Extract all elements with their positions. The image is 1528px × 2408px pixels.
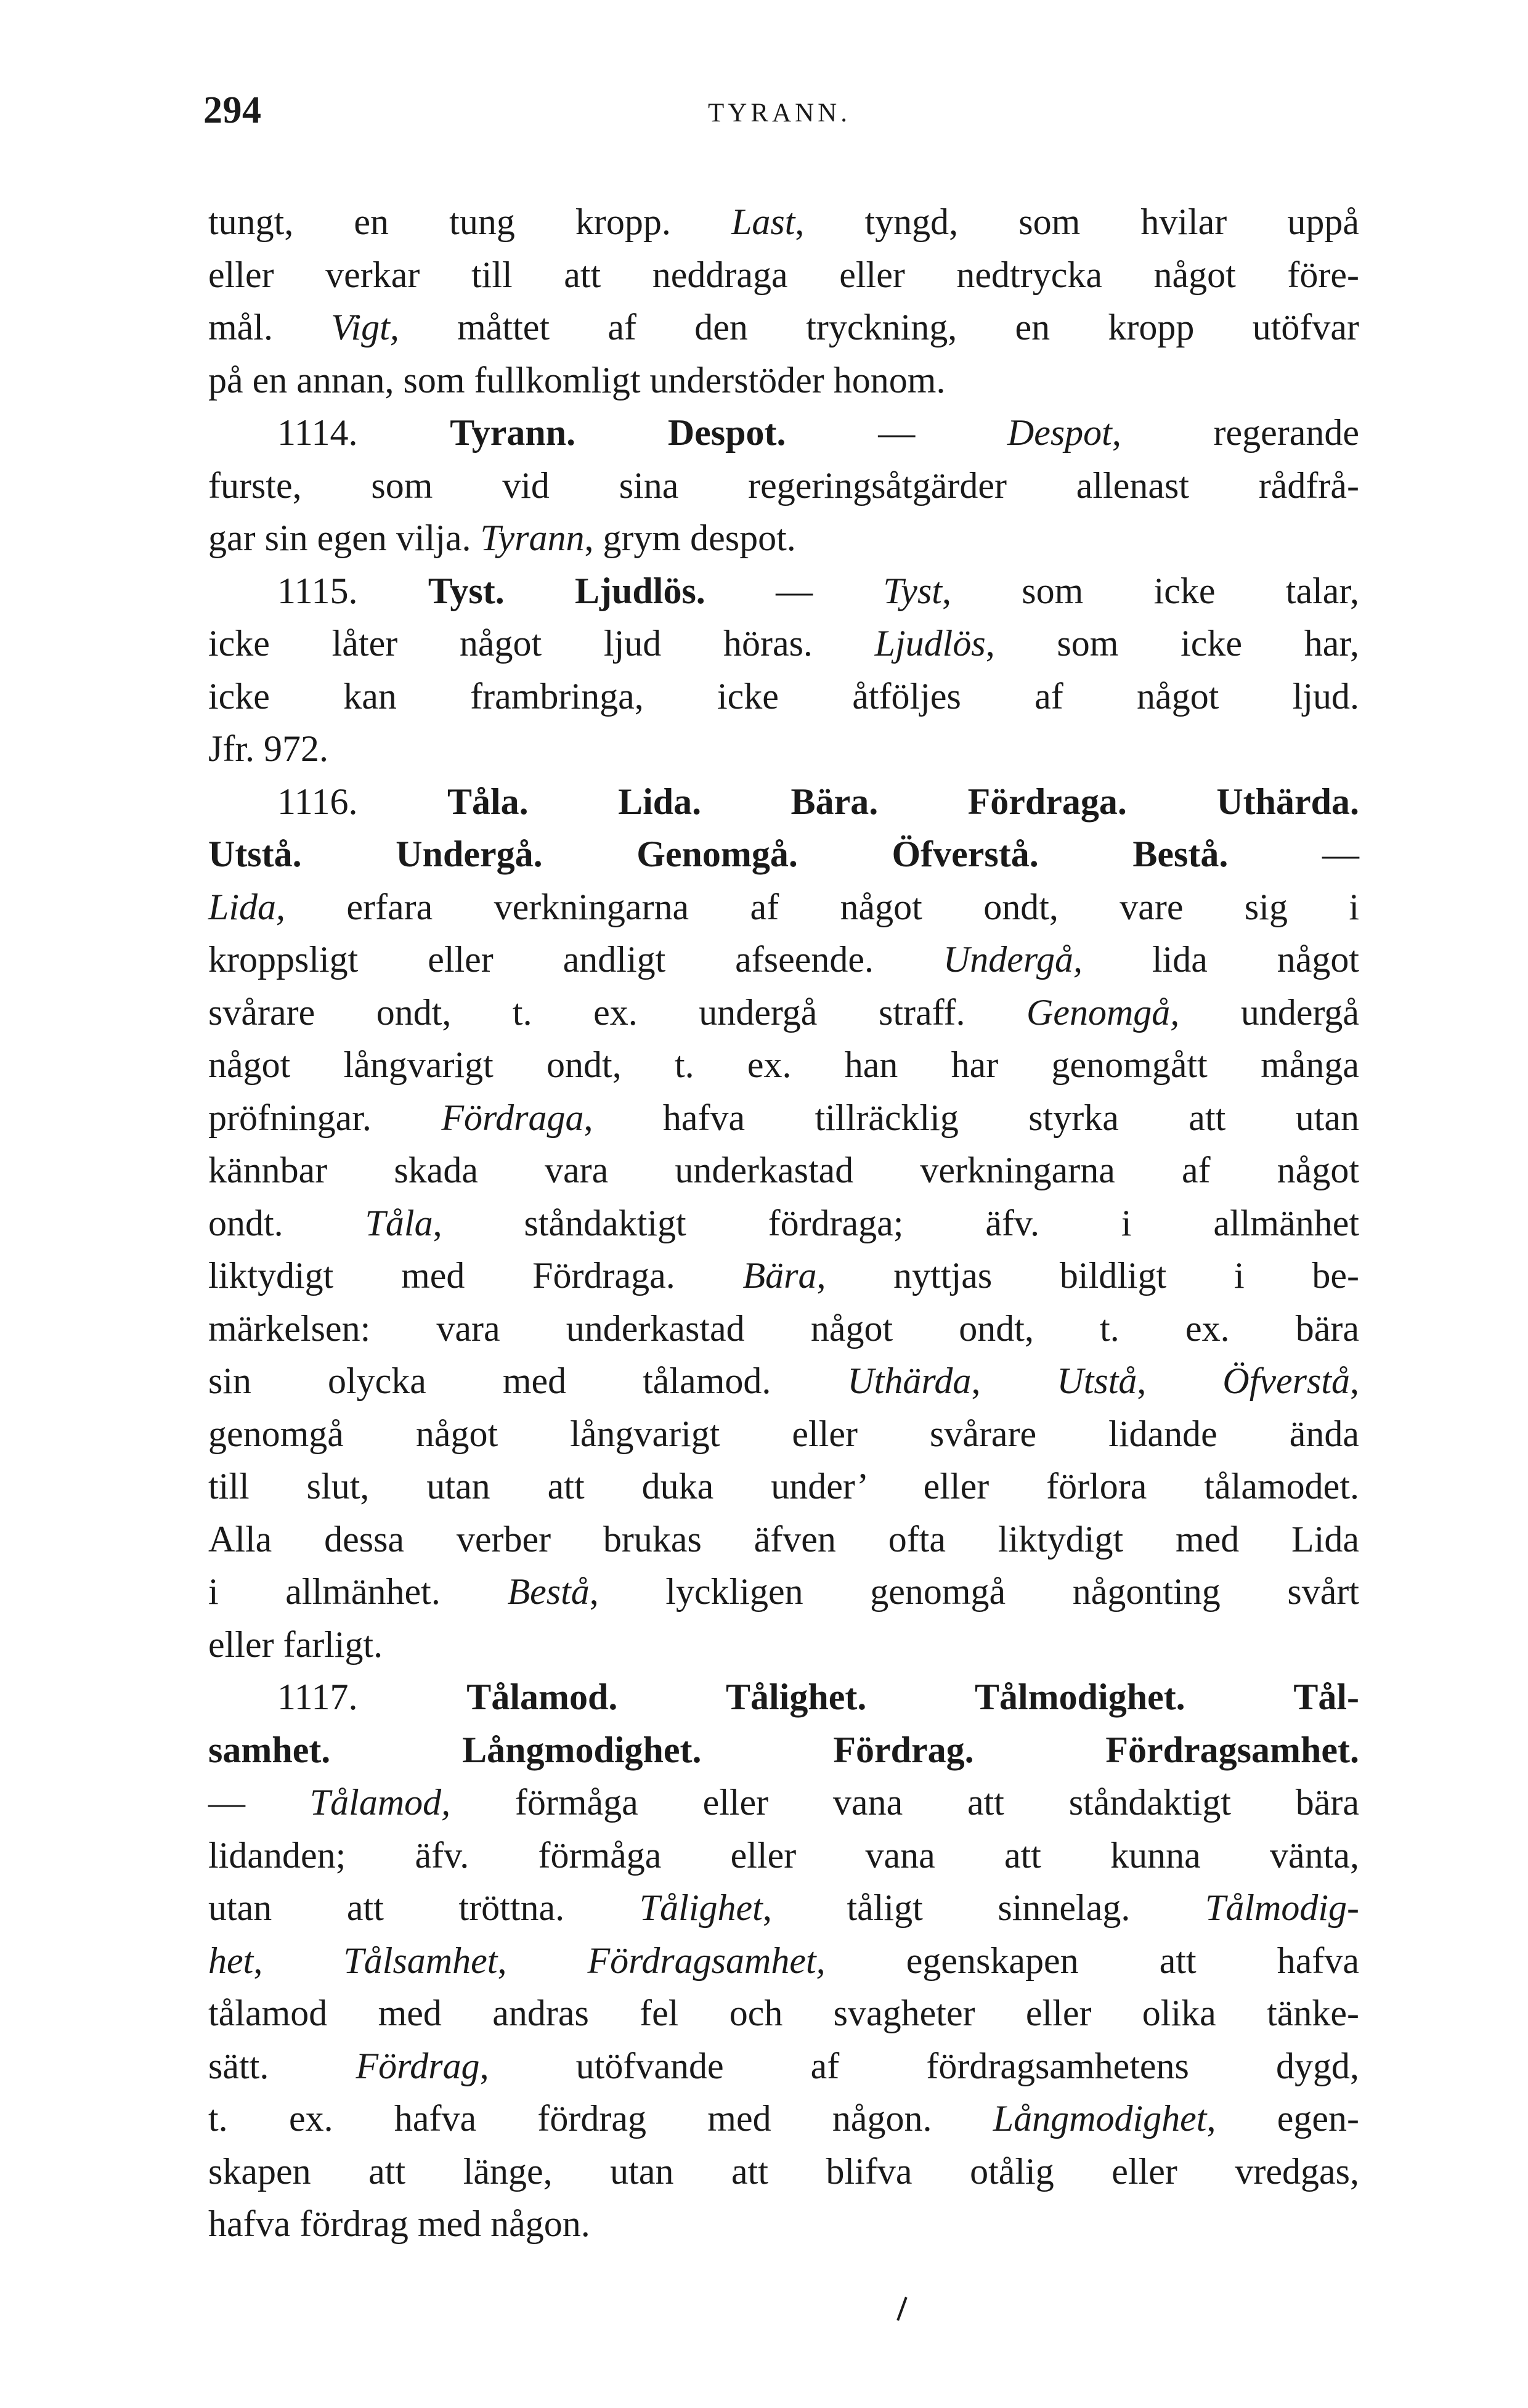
text-line-content: hafva fördrag med någon.	[208, 2203, 590, 2244]
text-line	[208, 1829, 1359, 1882]
text-line-content: het, Tålsamhet, Fördragsamhet, egenskapen att hafva	[208, 1940, 1359, 1981]
text-line-content: eller farligt.	[208, 1624, 383, 1665]
text-line	[208, 1724, 1359, 1777]
text-line-content: icke låter något ljud höras. Ljudlös, som icke har,	[208, 623, 1359, 664]
text-line	[208, 2146, 1359, 2199]
text-line-content: Utstå. Undergå. Genomgå. Öfverstå. Bestå. —	[208, 834, 1360, 874]
text-line	[208, 723, 1359, 776]
text-line	[208, 986, 1359, 1039]
scan-artifact-mark	[901, 2296, 914, 2317]
text-line	[208, 1513, 1359, 1566]
text-line-content: tungt, en tung kropp. Last, tyngd, som hvilar uppå	[208, 201, 1359, 242]
text-line	[208, 460, 1359, 513]
text-line	[208, 881, 1359, 934]
text-line	[208, 1039, 1359, 1092]
text-line	[208, 1197, 1359, 1250]
text-line-content: genomgå något långvarigt eller svårare lidande ända	[208, 1413, 1359, 1454]
text-line-content: sin olycka med tålamod. Uthärda, Utstå, Öfverstå,	[208, 1361, 1360, 1401]
text-line	[208, 354, 1359, 407]
text-line-content: sätt. Fördrag, utöfvande af fördragsamhetens dygd,	[208, 2045, 1360, 2086]
text-line-content: icke kan frambringa, icke åtföljes af något ljud.	[208, 675, 1359, 717]
text-line	[208, 407, 1359, 460]
text-line-content: tålamod med andras fel och svagheter eller olika tänke-	[208, 1993, 1359, 2033]
text-line	[208, 1619, 1359, 1672]
text-line-content: Lida, erfara verkningarna af något ondt, vare sig i	[208, 886, 1359, 927]
text-line-content: furste, som vid sina regeringsåtgärder allenast rådfrå-	[208, 465, 1359, 506]
text-line	[208, 1987, 1359, 2040]
text-line	[208, 776, 1359, 829]
text-line-content: märkelsen: vara underkastad något ondt, t. ex. bära	[208, 1308, 1359, 1349]
text-line	[208, 249, 1359, 302]
text-line-content: gar sin egen vilja. Tyrann, grym despot.	[208, 518, 796, 558]
text-line	[208, 1144, 1359, 1197]
text-line-content: något långvarigt ondt, t. ex. han har genomgått många	[208, 1044, 1359, 1085]
text-line	[208, 617, 1359, 670]
text-line	[208, 1776, 1359, 1829]
text-line	[208, 1092, 1359, 1145]
text-line	[208, 1882, 1359, 1935]
text-line-content: 1116. Tåla. Lida. Bära. Fördraga. Uthärda.	[277, 781, 1360, 822]
text-line	[208, 2040, 1359, 2093]
text-line-content: — Tålamod, förmåga eller vana att ståndaktigt bära	[208, 1782, 1360, 1823]
text-line	[208, 670, 1359, 723]
text-line	[208, 828, 1359, 881]
text-line-content: 1117. Tålamod. Tålighet. Tålmodighet. Tål-	[277, 1677, 1359, 1717]
text-line	[208, 1460, 1359, 1513]
text-line-content: i allmänhet. Bestå, lyckligen genomgå någonting svårt	[208, 1571, 1359, 1612]
running-head-title: TYRANN.	[708, 99, 851, 128]
text-line	[208, 1566, 1359, 1619]
running-head	[203, 91, 1355, 159]
text-line	[208, 934, 1359, 986]
text-line-content: skapen att länge, utan att blifva otålig eller vredgas,	[208, 2150, 1359, 2192]
text-line	[208, 1303, 1359, 1356]
text-line-content: 1115. Tyst. Ljudlös. — Tyst, som icke talar,	[277, 570, 1359, 611]
text-line-content: t. ex. hafva fördrag med någon. Långmodighet, egen-	[208, 2098, 1360, 2139]
text-line-content: pröfningar. Fördraga, hafva tillräcklig styrka att utan	[208, 1097, 1359, 1138]
text-line	[208, 512, 1359, 565]
text-block	[208, 196, 1359, 2251]
text-line	[208, 2093, 1359, 2146]
text-line	[208, 1671, 1359, 1724]
text-line-content: utan att tröttna. Tålighet, tåligt sinnelag. Tålmodig-	[208, 1887, 1359, 1928]
text-line-content: kroppsligt eller andligt afseende. Undergå, lida något	[208, 939, 1359, 980]
text-line-content: liktydigt med Fördraga. Bära, nyttjas bildligt i be-	[208, 1255, 1360, 1296]
text-line-content: Alla dessa verber brukas äfven ofta liktydigt med Lida	[208, 1518, 1359, 1560]
text-line-content: lidanden; äfv. förmåga eller vana att kunna vänta,	[208, 1834, 1359, 1876]
text-line	[208, 1408, 1359, 1461]
text-line	[208, 1935, 1359, 1988]
text-line-content: till slut, utan att duka under’ eller förlora tålamodet.	[208, 1466, 1359, 1507]
text-line	[208, 1250, 1359, 1303]
text-line-content: eller verkar till att neddraga eller nedtrycka något före-	[208, 254, 1359, 295]
text-line	[208, 301, 1359, 354]
text-line	[208, 1355, 1359, 1408]
text-line	[208, 565, 1359, 618]
page-number: 294	[203, 89, 262, 131]
text-line-content: Jfr. 972.	[208, 728, 328, 769]
text-line-content: ondt. Tåla, ståndaktigt fördraga; äfv. i allmänhet	[208, 1202, 1359, 1243]
text-line	[208, 2198, 1359, 2251]
text-line-content: på en annan, som fullkomligt understöder honom.	[208, 359, 946, 401]
text-line	[208, 196, 1359, 249]
text-line-content: mål. Vigt, måttet af den tryckning, en kropp utöfvar	[208, 307, 1359, 348]
text-line-content: 1114. Tyrann. Despot. — Despot, regerande	[277, 412, 1360, 453]
text-line-content: samhet. Långmodighet. Fördrag. Fördragsamhet.	[208, 1729, 1359, 1770]
text-line-content: kännbar skada vara underkastad verkningarna af något	[208, 1150, 1359, 1190]
text-line-content: svårare ondt, t. ex. undergå straff. Genomgå, undergå	[208, 991, 1359, 1033]
